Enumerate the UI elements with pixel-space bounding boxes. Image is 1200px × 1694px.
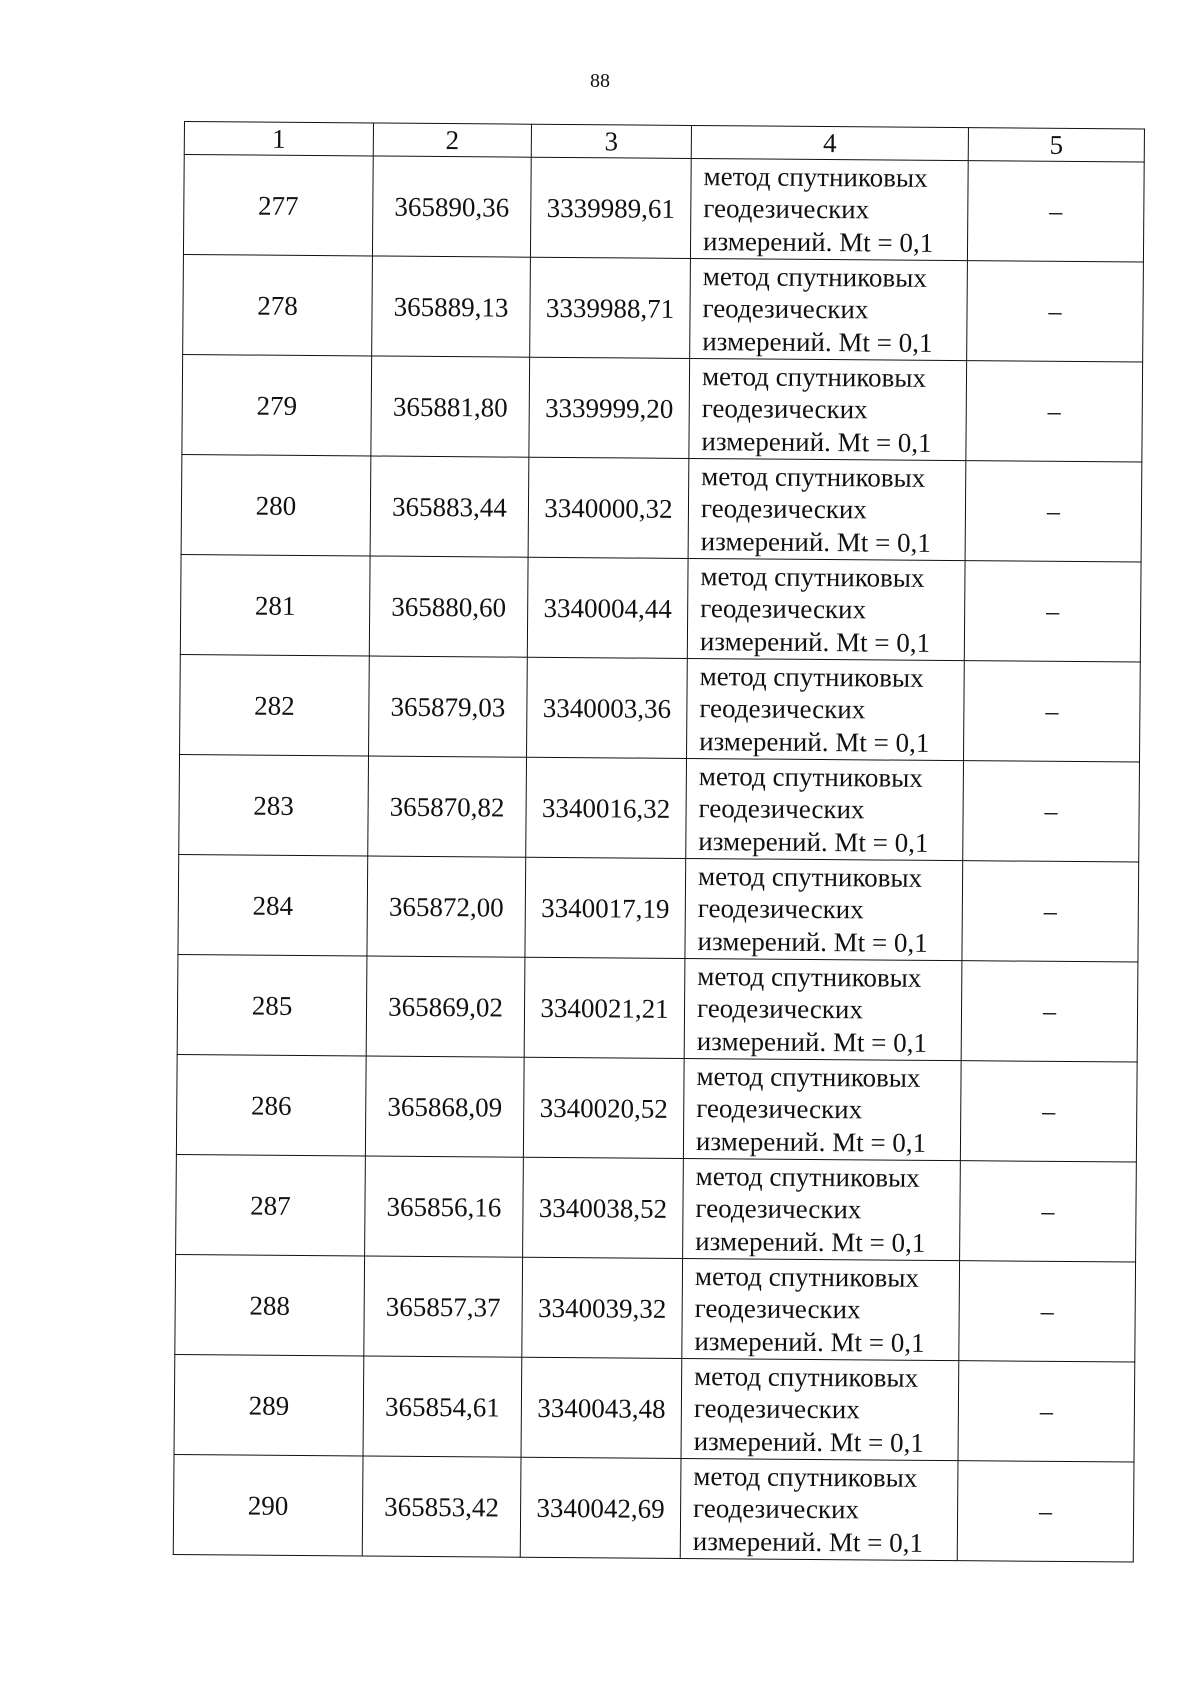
note-cell: – [967,161,1144,262]
x-coordinate-cell: 365868,09 [365,1056,524,1157]
method-cell [687,558,965,660]
point-number-cell: 286 [176,1054,366,1155]
method-text-line: геодезических [693,1493,860,1525]
method-text-line: метод спутниковых [700,560,925,593]
table-row [174,1354,1135,1462]
method-cell [683,1058,961,1160]
method-text-line: измерений. Mt = 0,1 [702,225,934,258]
method-text-line: измерений. Mt = 0,1 [695,1225,926,1258]
table-row [183,155,1144,263]
method-text-line: метод спутниковых [696,1060,921,1093]
method-text-line: измерений. Mt = 0,1 [699,725,930,758]
y-coordinate-cell: 3340020,52 [523,1057,684,1158]
note-cell: – [964,661,1141,762]
method-text-line: геодезических [700,493,867,525]
table-row [175,1254,1136,1362]
y-coordinate-cell: 3339999,20 [529,357,690,458]
column-header-1: 1 [184,122,373,156]
note-cell: – [957,1461,1134,1562]
point-number-cell: 284 [178,854,368,955]
method-text-line: метод спутниковых [695,1160,920,1193]
note-cell: – [965,461,1142,562]
method-cell [684,958,962,1060]
x-coordinate-cell: 365880,60 [369,556,528,657]
table-row [176,1154,1137,1262]
y-coordinate-cell: 3340016,32 [526,757,687,858]
point-number-cell: 277 [183,155,373,256]
method-text-line: геодезических [694,1293,861,1325]
method-text-line: измерений. Mt = 0,1 [695,1125,927,1158]
note-cell: – [960,1061,1137,1162]
method-text-line: метод спутниковых [703,160,928,193]
page-number: 88 [590,70,610,92]
note-cell: – [961,961,1138,1062]
coordinates-table [173,121,1145,1563]
point-number-cell: 285 [177,954,367,1055]
method-text-line: метод спутниковых [699,660,924,693]
method-text-line: метод спутниковых [697,860,923,893]
table-row [176,1054,1137,1162]
note-cell: – [958,1361,1135,1462]
x-coordinate-cell: 365853,42 [362,1456,521,1557]
method-text-line: геодезических [698,793,865,825]
table-row [181,454,1142,562]
method-text-line: метод спутниковых [697,960,922,993]
point-number-cell: 289 [174,1354,364,1455]
x-coordinate-cell: 365870,82 [368,756,527,857]
method-cell [683,1158,961,1260]
table-body [173,155,1144,1562]
point-number-cell: 281 [180,554,370,655]
x-coordinate-cell: 365857,37 [364,1256,523,1357]
method-text-line: метод спутниковых [694,1360,919,1393]
column-header-3: 3 [531,124,691,158]
y-coordinate-cell: 3339988,71 [530,257,691,358]
point-number-cell: 282 [180,654,370,755]
method-text-line: измерений. Mt = 0,1 [698,825,929,858]
method-text-line: геодезических [695,1193,862,1225]
method-cell [686,758,964,860]
y-coordinate-cell: 3340003,36 [527,657,688,758]
method-text-line: измерений. Mt = 0,1 [693,1425,924,1458]
method-text-line: геодезических [700,593,867,625]
x-coordinate-cell: 365854,61 [363,1356,522,1457]
method-cell [687,658,965,760]
point-number-cell: 283 [179,754,369,855]
x-coordinate-cell: 365889,13 [372,256,531,357]
y-coordinate-cell: 3340017,19 [525,857,686,958]
table-row [178,854,1139,962]
method-cell [682,1258,960,1360]
y-coordinate-cell: 3340038,52 [523,1157,684,1258]
method-text-line: измерений. Mt = 0,1 [699,625,931,658]
note-cell: – [963,761,1140,862]
point-number-cell: 288 [175,1254,365,1355]
method-text-line: метод спутниковых [701,360,927,393]
method-text-line: геодезических [696,993,864,1025]
method-text-line: геодезических [699,693,866,725]
method-cell [688,458,966,560]
method-text-line: геодезических [696,1093,863,1125]
method-text-line: измерений. Mt = 0,1 [701,425,932,458]
column-header-4: 4 [691,125,968,160]
column-header-2: 2 [373,123,531,157]
table-row [183,254,1144,362]
method-text-line: измерений. Mt = 0,1 [702,325,933,358]
method-text-line: геодезических [702,293,869,325]
method-text-line: геодезических [703,193,870,225]
y-coordinate-cell: 3340021,21 [524,957,685,1058]
y-coordinate-cell: 3340004,44 [527,557,688,658]
x-coordinate-cell: 365881,80 [371,356,530,457]
x-coordinate-cell: 365872,00 [367,856,526,957]
method-text-line: измерений. Mt = 0,1 [696,1025,928,1058]
note-cell: – [964,561,1141,662]
method-text-line: измерений. Mt = 0,1 [694,1325,925,1358]
y-coordinate-cell: 3340042,69 [520,1457,681,1558]
method-text-line: геодезических [697,893,864,925]
point-number-cell: 287 [176,1154,366,1255]
y-coordinate-cell: 3339989,61 [530,157,691,258]
table-row [177,954,1138,1062]
y-coordinate-cell: 3340039,32 [522,1257,683,1358]
note-cell: – [962,861,1139,962]
x-coordinate-cell: 365879,03 [369,656,528,757]
x-coordinate-cell: 365890,36 [372,156,531,257]
y-coordinate-cell: 3340043,48 [521,1357,682,1458]
method-text-line: измерений. Mt = 0,1 [700,525,931,558]
method-text-line: метод спутниковых [694,1260,920,1293]
table-row [173,1454,1134,1562]
method-cell [681,1358,959,1460]
point-number-cell: 280 [181,454,371,555]
method-cell [689,358,967,460]
table-row [180,554,1141,662]
x-coordinate-cell: 365856,16 [365,1156,524,1257]
column-header-5: 5 [968,128,1144,162]
y-coordinate-cell: 3340000,32 [528,457,689,558]
note-cell: – [966,361,1143,462]
table-row [182,354,1143,462]
table-row [180,654,1141,762]
method-text-line: измерений. Mt = 0,1 [697,925,928,958]
method-text-line: метод спутниковых [693,1460,918,1493]
method-cell [680,1458,958,1560]
method-cell [685,858,963,960]
note-cell: – [959,1261,1136,1362]
point-number-cell: 278 [183,254,373,355]
x-coordinate-cell: 365869,02 [366,956,525,1057]
point-number-cell: 290 [173,1454,363,1555]
method-text-line: геодезических [701,393,868,425]
note-cell: – [967,261,1144,362]
method-text-line: измерений. Mt = 0,1 [692,1525,924,1558]
method-text-line: геодезических [693,1393,860,1425]
method-text-line: метод спутниковых [702,260,927,293]
method-cell [690,158,968,260]
point-number-cell: 279 [182,354,372,455]
x-coordinate-cell: 365883,44 [370,456,529,557]
note-cell: – [960,1161,1137,1262]
table-row [179,754,1140,862]
method-cell [690,258,968,360]
method-text-line: метод спутниковых [698,760,923,793]
method-text-line: метод спутниковых [701,460,926,493]
